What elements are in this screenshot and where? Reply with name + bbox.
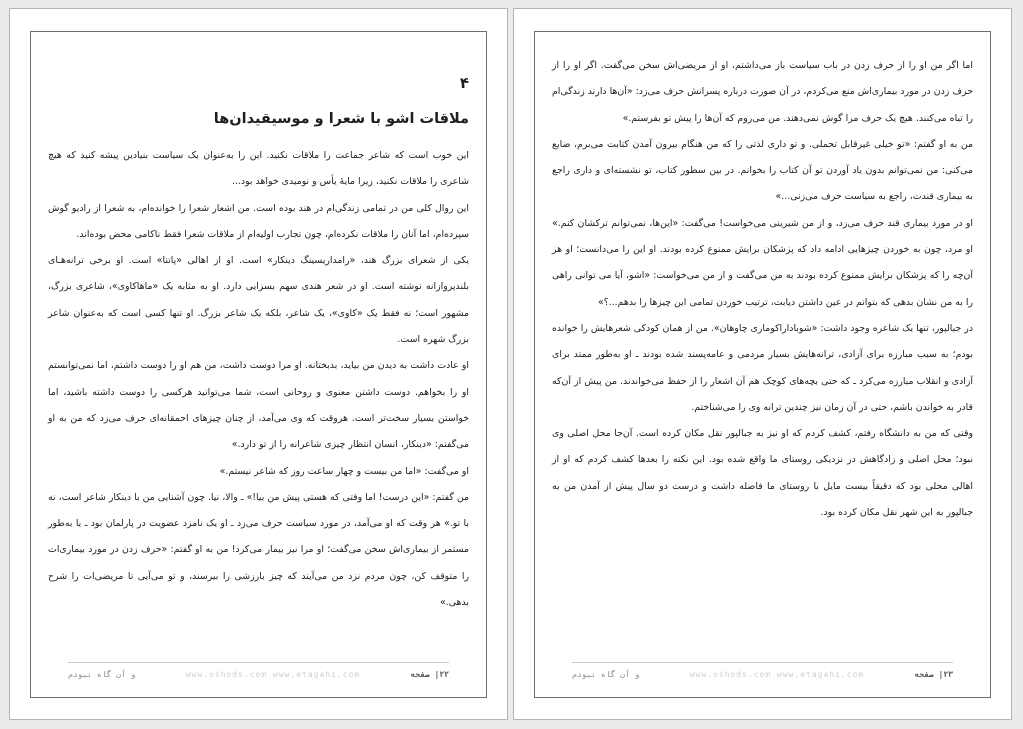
footer-watermark: www.oshods.com www.etagahi.com	[689, 669, 865, 679]
chapter-title: ملاقات اشو با شعرا و موسیقیدان‌ها	[213, 111, 469, 127]
paragraph: او می‌گفت: «اما من بیست و چهار ساعت روز که شاعر نیستم.»	[219, 465, 469, 477]
book-page-right	[514, 9, 1011, 719]
paragraph: این خوب است که شاعر جماعت را ملاقات نکنید. این را به‌عنوان یک سیاست بنیادین پیشه کنید که هیچ شاعری را ملاقات نکنید، زیرا مایهٔ یأس و نومیدی خواهد بود...	[48, 150, 469, 188]
book-page-left	[10, 9, 507, 719]
page-content	[552, 53, 973, 526]
paragraph: او در مورد بیماری قند حرف می‌زد، و از من شیرینی می‌خواست! می‌گفت: «این‌ها، نمی‌توانم ترکشان کنم.» او مرد، چون به خوردن چیزهایی ادامه داد که پزشکان برایش ممنوع کرده بودند. او این را می‌دانست؛ او هر آن‌چه را که پزشکان برایش ممنوع کرده بودند به من می‌گفت و از من می‌خواست: «اشو، آیا می توانی راهی را به من نشان بدهی که بتوانم در عین داشتن دیابت، ترتیب خوردن تمامی این چیزها را بدهم...؟»	[552, 217, 973, 308]
footer-book-title: و آن گاه نبودم	[572, 669, 640, 679]
paragraph: من به او گفتم: «تو خیلی غیرقابل تحملی. و تو داری لذتی را که من هنگام بیرون آمدن کتابت می‌برم، ضایع می‌کنی: من نمی‌توانم بدون یاد آوردن تو آن کتاب را بخوانم. در بین سطور کتاب، تو نشسته‌ای و داری راجع به بیماری قندت، راجع به سیاست حرف می‌زنی...»	[552, 138, 973, 203]
footer-book-title: و آن گاه نبودم	[68, 669, 136, 679]
page-content	[48, 53, 469, 616]
paragraph: یکی از شعرای بزرگ هند، «رامداریسینگ دینکار» است. او از اهالی «پاتنا» است. او برخی ترانه‌هـای بلندپروازانه نوشته است. او در شعر هندی سهم بسزایی دارد. او به مثابه یک «ماهاکاوی»، شاعری بزرگ، مشهور است؛ نه فقط یک «کاوی»، یک شاعر، بلکه یک شاعر بزرگ. او تنها کسی است که به‌عنوان شاعر بزرگ شهره است.	[48, 255, 469, 346]
page-footer	[572, 662, 953, 681]
paragraph: وقتی که من به دانشگاه رفتم، کشف کردم که او نیز به جبالپور نقل مکان کرده است. آن‌جا محل اصلی وی نبود؛ محل اصلی و زادگاهش در نزدیکی روستای ما واقع شده بود. این نکته را بعدها کشف کردم که او از اهالی محلی بود که دقیقاً بیست مایل با روستای ما فاصله داشت و درست دو سال پیش از آمدن من به جبالپور به این شهر نقل مکان کرده بود.	[552, 428, 973, 519]
paragraph: او عادت داشت به دیدن من بیاید، بدبختانه. او مرا دوست داشت، من هم او را دوست داشتم، اما نمی‌توانستم او را بخواهم. دوست داشتن معنوی و روحانی است، شما می‌توانید هرکسی را دوست داشته باشید، اما خواستن بسیار سخت‌تر است. هروقت که وی می‌آمد، از چنان چیزهای احمقانه‌ای حرف می‌زد که من به او می‌گفتم: «دینکار، انسان انتظار چیزی شاعرانه را از تو دارد.»	[48, 360, 469, 451]
paragraph: در جبالپور، تنها یک شاعره وجود داشت: «شوباداراکوماری چاوهان». من از همان کودکی شعرهایش را خوانده بودم؛ به سبب مبارزه برای آزادی، ترانه‌هایش بسیار مردمی و عامه‌پسند شده بودند ـ او به‌طور ممتد برای آزادی و انقلاب مبارزه می‌کرد ـ که حتی بچه‌های کوچک هم آن اشعار را از حفظ می‌خواندند. من پیش از آن‌که قادر به خواندن باشم، حتی در آن زمان نیز چندین ترانه وی را می‌شناختم.	[552, 322, 973, 413]
page-number: ۲۳| صفحه	[914, 669, 953, 679]
paragraph: من گفتم: «این درست! اما وقتی که هستی پیش من بیا!» ـ والا، نیا. چون آشنایی من با دینکار شاعر است، نه با تو.» هر وقت که او می‌آمد، در مورد سیاست حرف می‌زد ـ او یک نامزد عضویت در پارلمان بود ـ یا به‌طور مستمر از بیماری‌اش سخن می‌گفت؛ او مرا نیز بیمار می‌کرد! من به او گفتم: «حرف زدن در مورد بیماری‌ات را متوقف کن، چون مردم نزد من می‌آیند که چیز بارزشی را بیرسند، و تو می‌آیی تا مریضی‌ات را شرح بدهی.»	[48, 491, 469, 609]
footer-watermark: www.oshods.com www.etagahi.com	[185, 669, 361, 679]
paragraph: اما اگر من او را از حرف زدن در باب سیاست باز می‌داشتم، او از مریضی‌اش سخن می‌گفت. اگر او را از حرف زدن در مورد بیماری‌اش منع می‌کردم، در آن صورت درباره پسرانش حرف می‌زد: «آن‌ها دارند زندگی‌ام را تباه می‌کنند. هیچ یک حرف مرا گوش نمی‌دهند. من می‌روم که آن‌ها را پیش تو بفرستم.»	[552, 60, 973, 124]
chapter-number: ۴	[459, 74, 469, 92]
page-footer	[68, 662, 449, 681]
page-number: ۲۲| صفحه	[410, 669, 449, 679]
paragraph: این روال کلی من در تمامی زندگی‌ام در هند بوده است. من اشعار شعرا را خوانده‌ام، به شعرا از رادیو گوش سپرده‌ام، اما آنان را ملاقات نکرده‌ام، چون تجارب اولیه‌ام از ملاقات شعرا فقط ناکامی محض بوده‌اند.	[48, 202, 469, 240]
